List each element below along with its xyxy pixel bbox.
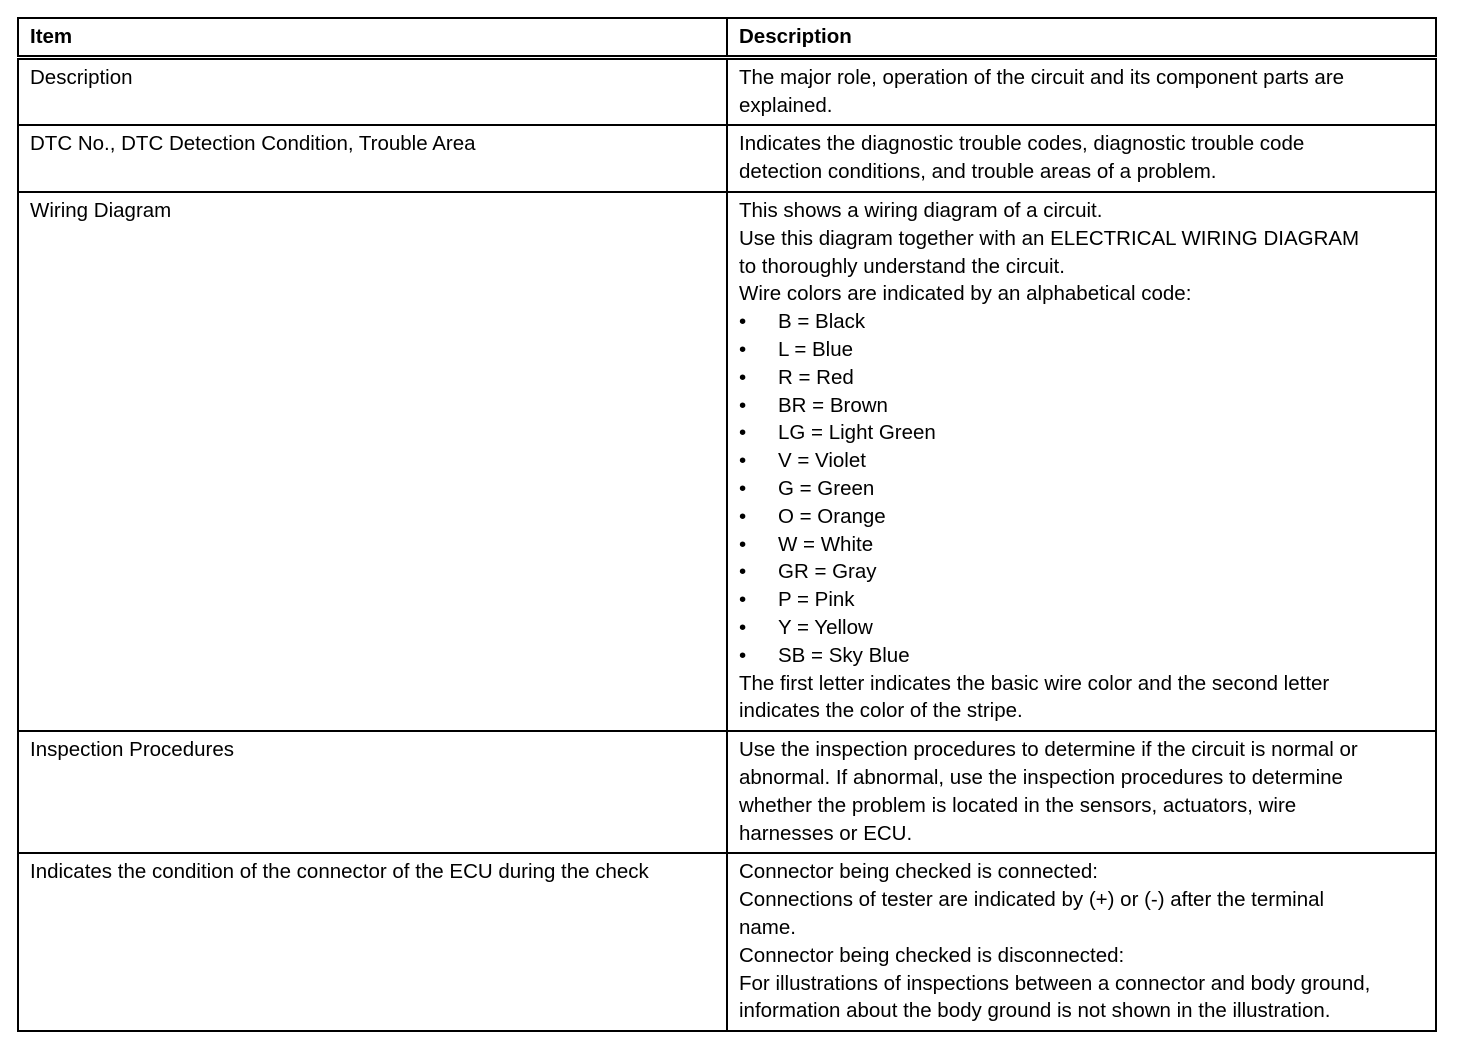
bullet-icon: • <box>739 310 747 334</box>
list-item <box>739 642 1425 670</box>
header-description: Description <box>727 18 1436 57</box>
description-line: abnormal. If abnormal, use the inspection procedures to determine <box>739 765 1343 789</box>
description-line: The major role, operation of the circuit and its component parts are <box>739 65 1345 89</box>
bullet-icon: • <box>739 560 747 584</box>
description-line: explained. <box>739 93 833 117</box>
list-item <box>739 614 1425 642</box>
description-line: Use the inspection procedures to determine if the circuit is normal or <box>739 738 1358 762</box>
item-cell: Wiring Diagram <box>18 192 727 731</box>
table-row <box>18 731 1436 853</box>
description-cell <box>727 853 1436 1031</box>
list-item <box>739 503 1425 531</box>
description-line: indicates the color of the stripe. <box>739 699 1023 723</box>
bullet-icon: • <box>739 476 747 500</box>
description-line: to thoroughly understand the circuit. <box>739 254 1065 278</box>
table-row <box>18 125 1436 192</box>
description-line: name. <box>739 915 796 939</box>
wire-color-code: W = White <box>778 532 874 556</box>
bullet-icon: • <box>739 532 747 556</box>
wire-color-code: O = Orange <box>778 504 886 528</box>
table-row <box>18 57 1436 125</box>
description-line: For illustrations of inspections between a connector and body ground, <box>739 971 1371 995</box>
description-line: Connector being checked is disconnected: <box>739 943 1125 967</box>
wire-color-code: LG = Light Green <box>778 421 936 445</box>
bullet-icon: • <box>739 504 747 528</box>
table-header-row <box>18 18 1436 57</box>
bullet-icon: • <box>739 421 747 445</box>
bullet-icon: • <box>739 449 747 473</box>
description-line: Wire colors are indicated by an alphabetical code: <box>739 282 1192 306</box>
wire-color-code: SB = Sky Blue <box>778 643 910 667</box>
wire-color-code: V = Violet <box>778 449 866 473</box>
bullet-icon: • <box>739 393 747 417</box>
list-item <box>739 531 1425 559</box>
wire-color-code: GR = Gray <box>778 560 877 584</box>
reference-table <box>17 17 1437 1032</box>
list-item <box>739 392 1425 420</box>
description-line: harnesses or ECU. <box>739 821 913 845</box>
bullet-icon: • <box>739 337 747 361</box>
list-item <box>739 558 1425 586</box>
description-line: Use this diagram together with an ELECTRICAL WIRING DIAGRAM <box>739 226 1360 250</box>
list-item <box>739 447 1425 475</box>
item-cell: Inspection Procedures <box>18 731 727 853</box>
description-line: Connector being checked is connected: <box>739 860 1098 884</box>
description-line: Connections of tester are indicated by (+) or (-) after the terminal <box>739 888 1325 912</box>
description-line: whether the problem is located in the sensors, actuators, wire <box>739 793 1297 817</box>
list-item <box>739 419 1425 447</box>
list-item <box>739 364 1425 392</box>
item-cell: Indicates the condition of the connector of the ECU during the check <box>18 853 727 1031</box>
wire-color-code: Y = Yellow <box>778 615 873 639</box>
bullet-icon: • <box>739 365 747 389</box>
wire-color-code: B = Black <box>778 310 866 334</box>
bullet-icon: • <box>739 643 747 667</box>
wire-color-code: L = Blue <box>778 337 854 361</box>
wire-color-code: BR = Brown <box>778 393 888 417</box>
description-line: The first letter indicates the basic wire color and the second letter <box>739 671 1330 695</box>
description-line: Indicates the diagnostic trouble codes, diagnostic trouble code <box>739 132 1305 156</box>
wire-color-code: R = Red <box>778 365 854 389</box>
description-line: information about the body ground is not shown in the illustration. <box>739 999 1331 1023</box>
wire-color-list <box>739 308 1425 669</box>
description-cell <box>727 125 1436 192</box>
bullet-icon: • <box>739 588 747 612</box>
description-cell <box>727 192 1436 731</box>
description-cell <box>727 731 1436 853</box>
description-line: detection conditions, and trouble areas of a problem. <box>739 160 1217 184</box>
description-line: This shows a wiring diagram of a circuit. <box>739 198 1103 222</box>
item-cell: DTC No., DTC Detection Condition, Trouble Area <box>18 125 727 192</box>
description-cell <box>727 57 1436 125</box>
list-item <box>739 586 1425 614</box>
list-item <box>739 308 1425 336</box>
list-item <box>739 475 1425 503</box>
header-item: Item <box>18 18 727 57</box>
item-cell: Description <box>18 57 727 125</box>
bullet-icon: • <box>739 615 747 639</box>
table-row <box>18 853 1436 1031</box>
list-item <box>739 336 1425 364</box>
table-row <box>18 192 1436 731</box>
wire-color-code: P = Pink <box>778 588 855 612</box>
wire-color-code: G = Green <box>778 476 875 500</box>
